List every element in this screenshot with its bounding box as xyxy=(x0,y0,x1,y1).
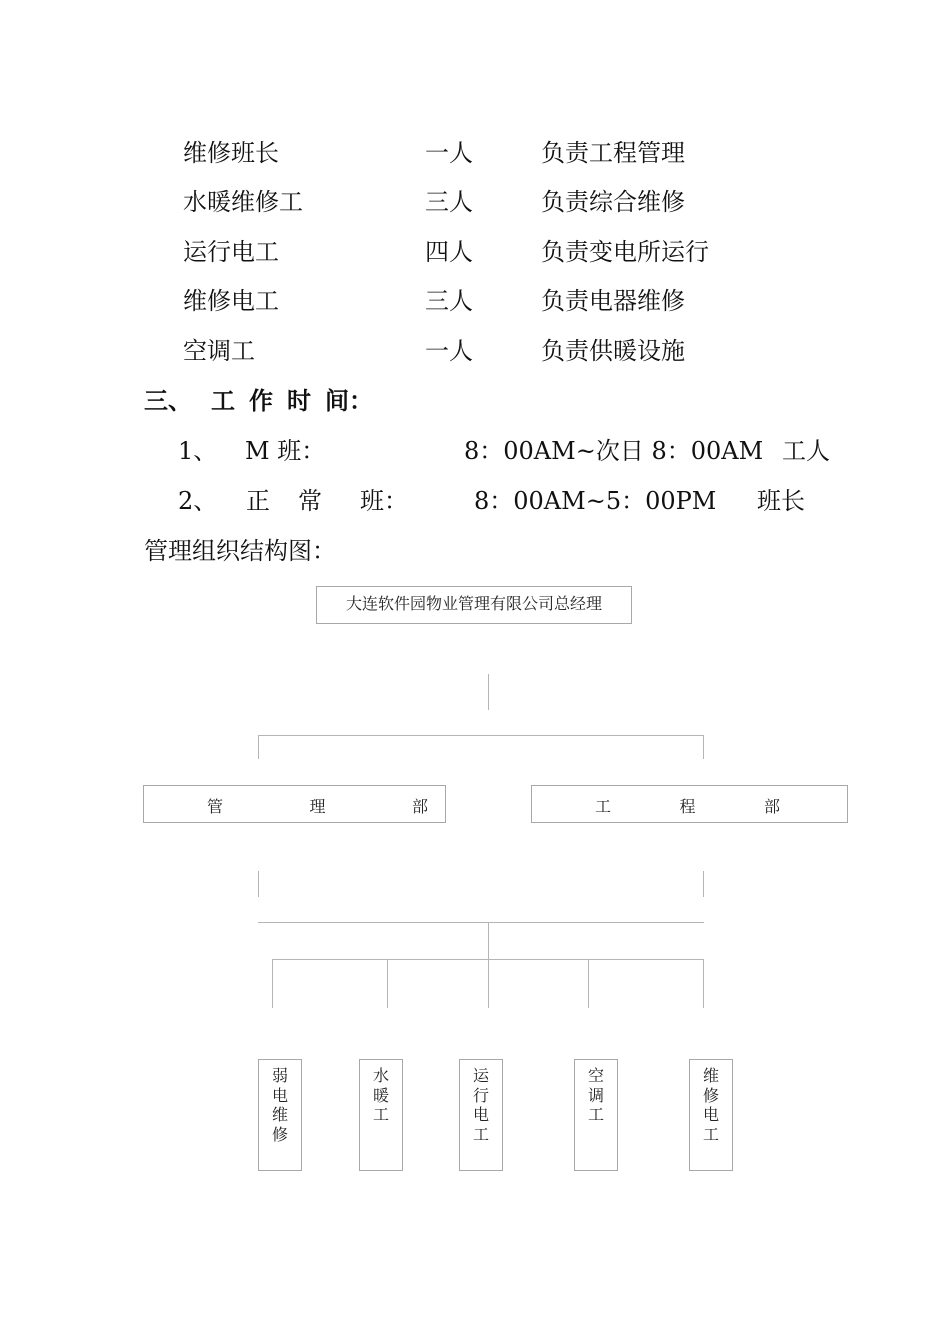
team-label: 弱电维修 xyxy=(271,1066,288,1144)
team-box xyxy=(258,1059,302,1171)
staff-role: 空调工 xyxy=(183,337,255,365)
shift-number: 1、 xyxy=(178,437,218,465)
staff-count: 三人 xyxy=(425,287,473,315)
dept-char: 管 xyxy=(207,797,224,816)
org-top-box xyxy=(316,586,632,624)
staff-duty: 负责电器维修 xyxy=(541,287,685,315)
dept-char: 部 xyxy=(763,797,780,816)
connector-line xyxy=(488,959,489,1008)
section-number: 三、 xyxy=(144,386,192,415)
connector-line xyxy=(258,922,704,923)
connector-line xyxy=(703,959,704,1008)
staff-role: 维修电工 xyxy=(183,287,279,315)
connector-line xyxy=(387,959,388,1008)
shift-name-char: 常 xyxy=(298,487,322,515)
dept-char: 部 xyxy=(411,797,428,816)
team-box xyxy=(574,1059,618,1171)
team-label: 空调工 xyxy=(587,1066,604,1124)
connector-line xyxy=(272,959,273,1008)
connector-line xyxy=(703,735,704,759)
staff-duty: 负责供暖设施 xyxy=(541,337,685,365)
dept-char: 理 xyxy=(309,797,326,816)
team-label: 运行电工 xyxy=(472,1066,489,1144)
dept-box-management xyxy=(143,785,446,823)
staff-duty: 负责综合维修 xyxy=(541,188,685,216)
connector-line xyxy=(488,674,489,710)
connector-line xyxy=(258,871,259,897)
connector-line xyxy=(588,959,589,1008)
staff-role: 水暖维修工 xyxy=(183,188,303,216)
shift-time: 8：00AM~5：00PM xyxy=(474,487,717,515)
section-title-char: 工 xyxy=(211,386,235,415)
connector-line xyxy=(258,735,259,759)
team-box xyxy=(359,1059,403,1171)
team-box xyxy=(689,1059,733,1171)
shift-name: M 班： xyxy=(245,437,326,465)
staff-count: 一人 xyxy=(425,139,473,167)
connector-line xyxy=(488,922,489,959)
connector-line xyxy=(703,871,704,897)
connector-line xyxy=(258,735,704,736)
staff-duty: 负责变电所运行 xyxy=(541,238,709,266)
team-label: 维修电工 xyxy=(702,1066,719,1144)
org-top-label: 大连软件园物业管理有限公司总经理 xyxy=(345,594,602,613)
shift-time: 8：00AM~次日 8：00AM xyxy=(464,437,764,465)
team-label: 水暖工 xyxy=(372,1066,389,1124)
staff-role: 运行电工 xyxy=(183,238,279,266)
dept-char: 程 xyxy=(679,797,696,816)
shift-staff: 工人 xyxy=(782,437,830,465)
staff-role: 维修班长 xyxy=(183,139,279,167)
shift-name-char: 正 xyxy=(246,487,270,515)
staff-count: 一人 xyxy=(425,337,473,365)
staff-duty: 负责工程管理 xyxy=(541,139,685,167)
shift-staff: 班长 xyxy=(757,487,805,515)
dept-char: 工 xyxy=(595,797,612,816)
staff-count: 四人 xyxy=(425,238,473,266)
staff-count: 三人 xyxy=(425,188,473,216)
shift-name-char: 班： xyxy=(360,487,408,515)
section-title-char: 时 xyxy=(287,386,311,415)
section-title-char: 作 xyxy=(249,386,273,415)
shift-number: 2、 xyxy=(178,487,218,515)
dept-box-engineering xyxy=(531,785,848,823)
team-box xyxy=(459,1059,503,1171)
org-chart-heading: 管理组织结构图： xyxy=(144,537,336,565)
section-title-char: 间： xyxy=(325,386,373,415)
